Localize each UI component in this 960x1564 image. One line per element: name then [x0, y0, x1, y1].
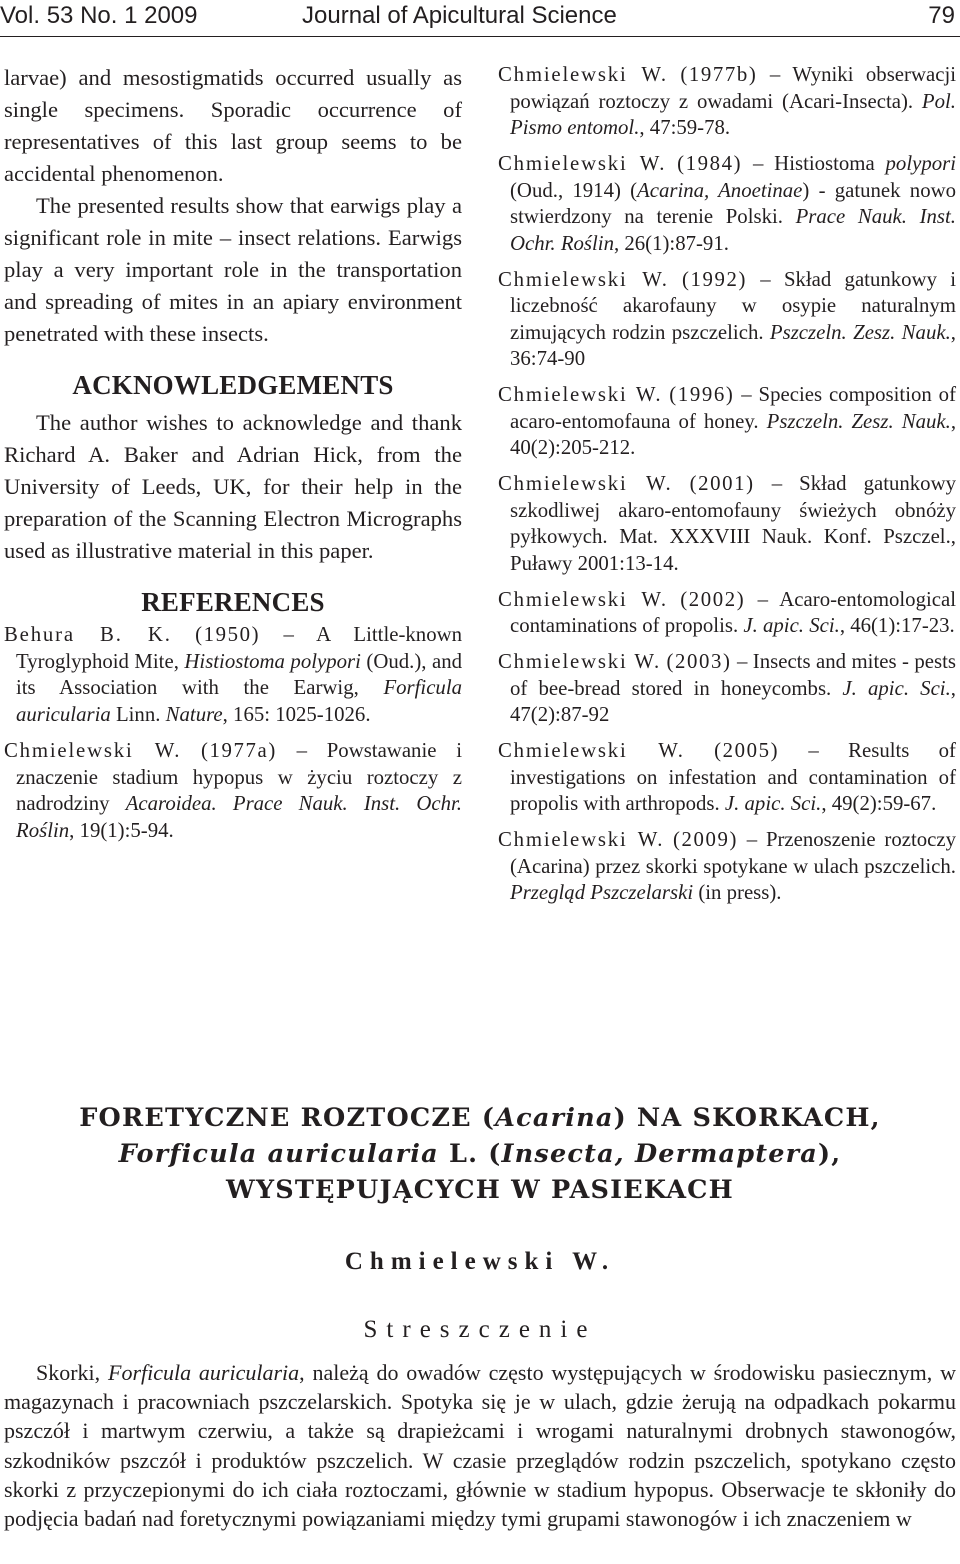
italic-text: Prace Nauk. Inst. Ochr. Roślin [510, 205, 956, 255]
reference-item [498, 267, 956, 373]
reference-year: (2002) [680, 587, 746, 611]
italic-text: Przegląd Pszczelarski [510, 881, 694, 904]
reference-author: Chmielewski W. [498, 587, 668, 611]
body-paragraph: larvae) and mesostigmatids occurred usually as single specimens. Sporadic occurrence of representatives of this last group seems to be accidental phenomenon. [4, 65, 462, 186]
reference-year: (2003) [666, 650, 732, 673]
text-run: L. ( [438, 1139, 502, 1169]
reference-year: (1996) [669, 383, 735, 406]
text-run: FORETYCZNE ROZTOCZE ( [79, 1103, 496, 1133]
text-run: Linn. [110, 702, 166, 726]
page-header [0, 0, 960, 37]
reference-list-right [498, 62, 956, 907]
reference-list-left [4, 622, 462, 844]
reference-item [498, 62, 956, 142]
text-run: , 46(1):17-23. [839, 614, 955, 637]
reference-item [498, 649, 956, 729]
text-run: , należą do owadów często występujących w środowisku pasiecznym, w magazynach i pracowniach pszczelarskich. Spotyka się je w ulach, gdzie żerują na odpadkach pokarmu pszczół i martwym czerwiu, a także są drapieżcami i wrogami naturalnymi drobnych stawonogów, szkodników pszczół i produktów pszczelich. W czasie przeglądów rodzin pszczelich, spotykano często skorki z przyczepionymi do ich ciała roztoczami, głównie w stadium hypopus. Obserwacje te skłoniły do podjęcia badań nad foretycznymi powiązaniami między tymi grupami stawonogów i ich znaczeniem w [4, 1360, 957, 1532]
reference-year: (1950) [195, 623, 261, 646]
volume-info: Vol. 53 No. 1 2009 [0, 2, 198, 29]
italic-text: J. apic. Sci. [743, 614, 840, 637]
text-run: , 40(2):205-212. [510, 409, 957, 459]
text-run: , 47(2):87-92 [510, 676, 956, 726]
title-line [0, 1100, 960, 1136]
text-run: , 36:74-90 [510, 320, 956, 370]
text-run: Skorki, [36, 1360, 108, 1385]
text-run: – A Little-known Tyroglyphoid Mite, [16, 623, 463, 673]
text-run: ) - gatunek nowo stwierdzony na terenie Polski. [510, 178, 957, 228]
text-run: – Skład gatunkowy i liczebność akarofauny w osypie naturalnym zimujących rodzin pszczelich. [510, 267, 956, 344]
text-run: , 47:59-78. [639, 116, 731, 139]
text-run: – Wyniki obserwacji powiązań roztoczy z owadami (Acari-Insecta). [510, 63, 956, 113]
right-column [498, 62, 956, 916]
reference-author: Chmielewski W. [498, 383, 663, 406]
italic-text: Forficula auricularia [16, 676, 462, 726]
text-run: , 165: 1025-1026. [222, 702, 371, 726]
reference-year: (1977b) [680, 63, 758, 86]
italic-text: Pszczeln. Zesz. Nauk. [769, 320, 951, 344]
reference-item [498, 151, 956, 257]
reference-year: (2005) [714, 739, 780, 762]
text-run: – Skład gatunkowy szkodliwej akaro-entomofauny świeżych obnóży pyłkowych. Mat. XXXVIII Nauk. Konf. Pszczel., Puławy 2001:13-14. [510, 472, 956, 575]
italic-text: J. apic. Sci. [724, 792, 822, 815]
reference-author: Chmielewski W. [498, 828, 665, 851]
reference-author: Chmielewski W. [498, 472, 673, 495]
italic-text: Forficula auricularia [118, 1139, 439, 1169]
title-line [0, 1172, 960, 1208]
reference-item [4, 738, 462, 844]
reference-item [4, 622, 462, 728]
italic-text: Pszczeln. Zesz. Nauk. [766, 409, 951, 433]
reference-item [498, 827, 956, 907]
italic-text: Insecta, Dermaptera [501, 1139, 819, 1169]
text-run: WYSTĘPUJĄCYCH W PASIEKACH [226, 1175, 734, 1205]
reference-author: Chmielewski W. [4, 739, 182, 762]
text-run: , 19(1):5-94. [69, 818, 174, 842]
title-line [0, 1136, 960, 1172]
acknowledgements-text: The author wishes to acknowledge and thank Richard A. Baker and Adrian Hick, from the University of Leeds, UK, for their help in the preparation of the Scanning Electron Micrographs used as illustrative material in this paper. [4, 410, 462, 563]
reference-year: (1984) [677, 152, 743, 175]
text-run: (in press). [693, 881, 782, 904]
text-run: – Insects and mites - pests of bee-bread stored in honeycombs. [510, 650, 957, 700]
text-run: – Species composition of acaro-entomofauna of honey. [510, 383, 956, 433]
italic-text: Acaroidea. Prace Nauk. Inst. Ochr. Roślin [16, 792, 463, 842]
reference-item [498, 587, 956, 640]
text-run: ) NA SKORKACH, [613, 1103, 881, 1133]
italic-text: Nature [165, 702, 223, 726]
reference-author: Chmielewski W. [498, 152, 667, 175]
text-run: , 49(2):59-67. [821, 792, 937, 815]
reference-author: Chmielewski W. [498, 63, 668, 86]
italic-text: Histiostoma polypori [184, 649, 361, 673]
text-run: – Powstawanie i znaczenie stadium hypopus w życiu roztoczy z nadrodziny [16, 739, 462, 815]
italic-text: Acarina [495, 1103, 614, 1133]
text-run: (Oud.), and its Association with the Earwig, [16, 649, 462, 699]
acknowledgements-heading: ACKNOWLEDGEMENTS [72, 370, 394, 400]
reference-item [498, 738, 956, 818]
italic-text: polypori [885, 152, 956, 175]
summary-text [4, 1358, 956, 1533]
page-number: 79 [928, 2, 955, 29]
reference-item [498, 382, 956, 462]
reference-year: (1992) [682, 267, 748, 291]
text-run: , 26(1):87-91. [613, 231, 729, 255]
text-run: – Histiostoma [742, 152, 886, 175]
reference-year: (2001) [689, 472, 755, 495]
reference-author: Chmielewski W. [498, 739, 685, 762]
text-run: – Acaro-entomological contaminations of propolis. [510, 587, 956, 637]
text-run: – Results of investigations on infestation and contamination of propolis with arthropods. [510, 739, 956, 815]
reference-author: Chmielewski W. [498, 267, 669, 291]
text-run: (Oud., 1914) ( [510, 178, 638, 202]
reference-author: Chmielewski W. [498, 650, 661, 673]
italic-text: J. apic. Sci. [842, 676, 951, 700]
journal-name: Journal of Apicultural Science [302, 2, 617, 29]
reference-item [498, 471, 956, 577]
italic-text: Forficula auricularia [108, 1360, 300, 1385]
italic-text: Acarina, Anoetinae [637, 178, 803, 202]
text-run: ), [818, 1139, 842, 1169]
polish-article-title [0, 1100, 960, 1208]
italic-text: Pol. Pismo entomol. [510, 89, 956, 139]
polish-author: Chmielewski W. [344, 1248, 616, 1275]
summary-heading: Streszczenie [363, 1316, 597, 1343]
reference-year: (1977a) [200, 739, 277, 762]
reference-year: (2009) [673, 828, 739, 851]
text-run: – Przenoszenie roztoczy (Acarina) przez skorki spotykane w ulach pszczelich. [510, 828, 956, 878]
reference-author: Behura B. K. [4, 623, 172, 646]
references-heading: REFERENCES [141, 587, 325, 617]
left-column [4, 62, 462, 854]
body-paragraph: The presented results show that earwigs play a significant role in mite – insect relations. Earwigs play a very important role in the transportation and spreading of mites in an apiary environment penetrated with these insects. [4, 193, 462, 346]
